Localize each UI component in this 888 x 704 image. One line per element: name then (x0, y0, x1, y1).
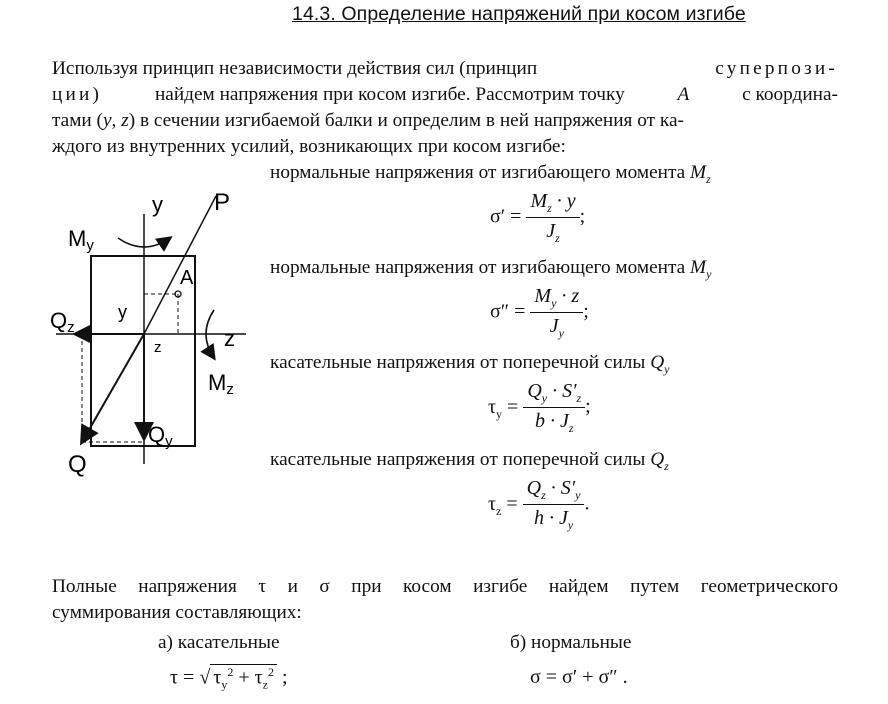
outro-line-1: Полные напряжения τ и σ при косом изгибе найдем путем геометрического (52, 576, 838, 597)
intro-text: найдем напряжения при косом изгибе. Рассмотрим точку (154, 84, 625, 105)
formula-total-tau: τ = √ $\tau_y^2 + \tau_z^2$ ; (170, 665, 288, 692)
item-subscript: y (664, 361, 670, 376)
z-axis-label: z (224, 326, 235, 351)
beam-section-figure (46, 186, 266, 486)
intro-text: тами ( (52, 110, 103, 131)
p-label: P (214, 189, 231, 216)
total-sigma-heading: б) нормальные (510, 632, 632, 653)
item-text: касательные напряжения от поперечной силы (270, 449, 646, 470)
item-subscript: y (706, 266, 712, 281)
formula-sigma-double-prime: σ″ = $\frac{M_y \cdot z}{J_y}$ ; (490, 285, 589, 340)
item-symbol: M (690, 162, 707, 183)
intro-text: ждого из внутренних усилий, возникающих при косом изгибе: (52, 136, 566, 157)
coord-z: z (121, 110, 129, 131)
intro-line-1 (52, 58, 838, 80)
intro-spaced-text: ции) (52, 84, 103, 105)
page-title: 14.3. Определение напряжений при косом изгибе (292, 3, 746, 25)
mz-label: Mz (208, 370, 234, 398)
y-axis-label: y (152, 192, 163, 217)
item-symbol: M (690, 257, 707, 278)
point-label: A (677, 84, 690, 105)
item-subscript: z (664, 458, 669, 473)
outro-line-2: суммирования составляющих: (52, 602, 302, 623)
total-tau-heading: а) касательные (158, 632, 280, 653)
intro-line-3 (52, 110, 838, 132)
y-coordinate-label: y (118, 302, 127, 322)
formula-tau-y: $\tau_y$ = $\frac{Q_y \cdot S'_z}{b \cdot J_z}$ ; (488, 380, 591, 435)
qy-label: Qy (148, 422, 173, 450)
intro-spaced-text: суперпози- (715, 58, 838, 79)
formula-sigma-prime: σ′ = $\frac{M_z \cdot y}{J_z}$ ; (490, 190, 586, 245)
z-coordinate-label: z (154, 339, 162, 356)
intro-text: , (111, 110, 117, 131)
a-label: A (180, 267, 194, 289)
qz-label: Qz (50, 308, 75, 336)
item-1 (270, 162, 711, 187)
formula-total-sigma: σ = σ′ + σ″ . (530, 666, 628, 688)
intro-text: с координа- (742, 84, 838, 105)
item-symbol: Q (650, 352, 665, 373)
my-label: My (68, 226, 94, 254)
intro-line-4 (52, 136, 566, 158)
coord-y: y (102, 110, 112, 131)
formula-tau-z: $\tau_z$ = $\frac{Q_z \cdot S'_y}{h \cdot J_y}$ . (488, 477, 590, 532)
intro-text: Используя принцип независимости действия сил (принцип (52, 58, 538, 79)
intro-text: ) в сечении изгибаемой балки и определим в ней напряжения от ка- (128, 110, 684, 131)
item-text: нормальные напряжения от изгибающего момента (270, 257, 686, 278)
intro-line-2 (52, 84, 838, 106)
item-2 (270, 257, 711, 282)
item-subscript: z (706, 171, 711, 186)
item-3 (270, 352, 669, 377)
item-text: нормальные напряжения от изгибающего момента (270, 162, 686, 183)
q-label: Q (68, 451, 87, 478)
item-symbol: Q (650, 449, 665, 470)
item-text: касательные напряжения от поперечной силы (270, 352, 646, 373)
item-4 (270, 449, 669, 474)
